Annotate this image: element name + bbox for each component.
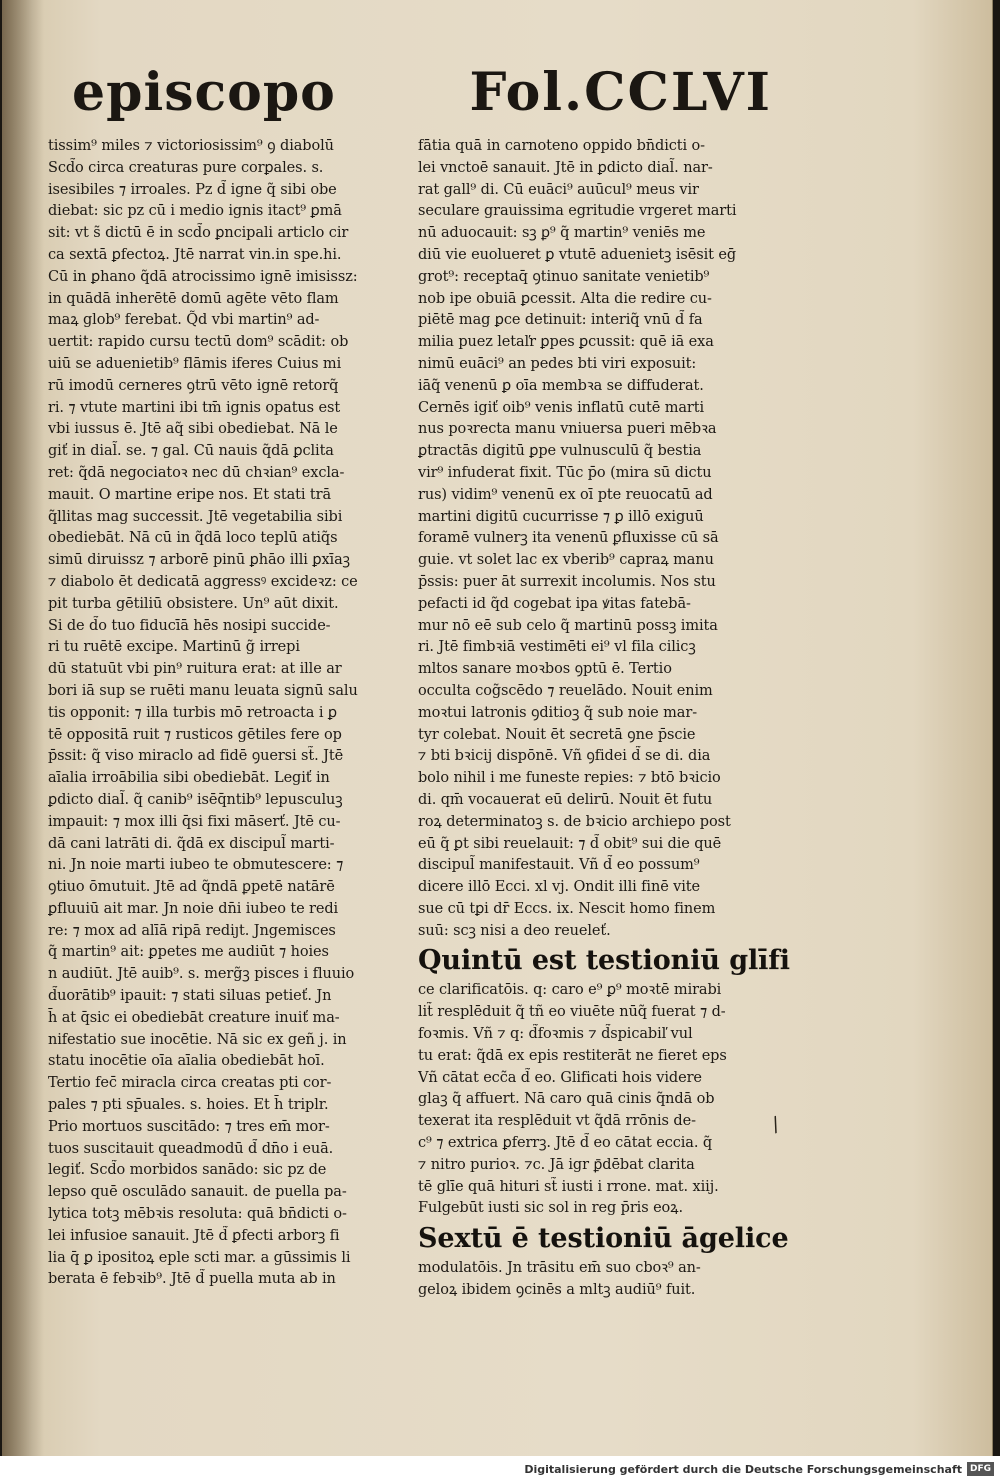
text-line: milia puez letaľr ꝑpes ꝑcussit: quē iā exa: [418, 334, 714, 351]
text-line: tissim⁹ miles ⁊ victoriosissim⁹ ꝯ diabolū: [48, 138, 334, 154]
text-line: eū q̃ ꝑt sibi reuelauit: ⁊ d̃ obit⁹ sui die quē: [418, 835, 722, 852]
text-line: foramē vulnerꝫ ita venenū ꝑfluxisse cū sā: [418, 530, 719, 547]
text-line: in quādā inherētē domū agēte vēto flam: [48, 290, 339, 307]
gutter-shadow: [2, 0, 44, 1456]
text-line: uertit: rapido cursu tectū dom⁹ scādit: ob: [48, 334, 349, 351]
text-line: martini digitū cucurrisse ⁊ ꝑ illō exiguū: [418, 508, 704, 525]
text-line: nimū euāci⁹ an pedes bti viri exposuit:: [418, 355, 697, 372]
text-line: ri. Jtē fimbꝛiā vestimēti ei⁹ vl fila cilicꝫ: [418, 639, 696, 656]
text-line: mltos sanare moꝛbos ꝯptū ē. Tertio: [418, 661, 672, 678]
text-line: guie. vt solet lac ex vberib⁹ capraꝝ manu: [418, 552, 714, 569]
text-line: uiū se aduenietib⁹ flāmis iferes Cuius mi: [48, 355, 342, 372]
text-line: isesibiles ⁊ irroales. Pz d̃ igne q̃ sibi obe: [48, 181, 337, 198]
text-line: suū: scꝫ nisi a deo reueleť.: [418, 922, 611, 939]
text-line: texerat ita resplēduit vt q̃dā rrōnis de-: [418, 1113, 696, 1130]
text-line: diū vie euolueret ꝑ vtutē aduenietꝫ isēsit eḡ: [418, 246, 737, 263]
text-line: glaꝫ q̃ affuert. Nā caro quā cinis q̃ndā ob: [418, 1091, 715, 1108]
text-line: dicere illō Ecci. xl vj. Ondit illi finē vite: [418, 879, 701, 896]
text-line: p̄ssit: q̃ viso miraclo ad fidē ꝯuersi st̃. Jtē: [48, 748, 344, 765]
text-line: ri tu ruētē excipe. Martinū g̃ irrepi: [48, 639, 300, 656]
text-line: dū statuūt vbi pin⁹ ruitura erat: at ille ar: [48, 661, 342, 678]
text-line: di. qm̄ vocauerat eū delirū. Nouit ēt futu: [418, 791, 713, 808]
text-line: statu inocētie oīa aīalia obediebāt hoī.: [48, 1053, 325, 1070]
text-line: pefacti id q̃d cogebat ipa ꝟitas fatebā-: [418, 595, 691, 612]
text-line: grot⁹: receptaq̄ ꝯtinuo sanitate venietib⁹: [418, 268, 710, 285]
text-line: Cū in ꝑhano q̃dā atrocissimo ignē imisissz:: [48, 268, 358, 285]
text-line: Scd̃o circa creaturas pure corꝑales. s.: [48, 159, 324, 176]
text-line: Vñ cātat ecc̃a d̃ eo. Glificati hois videre: [418, 1069, 702, 1086]
text-line: ꝑfluuiū ait mar. Jn noie dn̄i iubeo te redi: [48, 900, 339, 917]
text-line: ca sextā ꝑfectoꝝ. Jtē narrat vin.in spe.hi.: [48, 246, 342, 263]
folio-number: Fol.CCLVI: [469, 62, 772, 123]
running-head-left: episcopo: [72, 62, 336, 123]
text-line: nus poꝛrecta manu vniuersa pueri mēbꝛa: [418, 421, 717, 438]
running-head: [72, 62, 772, 132]
text-line: seculare grauissima egritudie vrgeret marti: [418, 203, 737, 220]
text-line: sue cū tꝑi dr̄ Eccs. ix. Nescit homo finem: [418, 900, 716, 917]
text-line: ⁊ bti bꝛicij dispōnē. Vñ ꝯfidei d̃ se di. dia: [418, 748, 711, 765]
text-line: diebat: sic pz cū i medio ignis itact⁹ ꝑmā: [48, 203, 342, 220]
text-line: Tertio fec̄ miracla circa creatas pti cor-: [48, 1075, 332, 1092]
text-line: tyr colebat. Nouit ēt secretā ꝯne p̄scie: [418, 726, 696, 743]
text-line: foꝛmis. Vñ ⁊ q: d̃foꝛmis ⁊ d̃spicabiľ vul: [418, 1026, 693, 1043]
funding-credit: Digitalisierung gefördert durch die Deutsche Forschungsgemeinschaft: [524, 1463, 962, 1476]
text-line: tu erat: q̃dā ex epis restiterāt ne fieret eps: [418, 1047, 727, 1064]
right-column-block-1: [418, 136, 768, 942]
text-line: ret: q̃dā negociatoꝛ nec dū chꝛian⁹ excla-: [48, 464, 345, 481]
text-line: modulatōis. Jn trāsitu em̄ suo cboꝛ⁹ an-: [418, 1260, 701, 1277]
text-line: vbi iussus ē. Jtē aq̃ sibi obediebat. Nā le: [48, 421, 338, 438]
text-line: q̃ martin⁹ ait: ꝑpetes me audiūt ⁊ hoies: [48, 944, 329, 961]
text-line: ꝑtractās digitū ꝑpe vulnusculū q̃ bestia: [418, 443, 702, 460]
text-line: nob ipe obuiā ꝑcessit. Alta die redire cu-: [418, 290, 712, 307]
text-line: ce clarificatōis. q: caro e⁹ ꝑ⁹ moꝛtē mirabi: [418, 982, 722, 999]
text-line: maꝝ glob⁹ ferebat. Q̃d vbi martin⁹ ad-: [48, 312, 320, 329]
text-line: h̄ at q̄sic ei obediebāt creature inuiť ma-: [48, 1009, 340, 1026]
text-line: Prio mortuos suscitādo: ⁊ tres em̄ mor-: [48, 1118, 330, 1135]
text-line: lytica totꝫ mēbꝛis resoluta: quā bn̄dicti o-: [48, 1206, 347, 1223]
text-line: rat gall⁹ di. Cū euāci⁹ auūcul⁹ meus vir: [418, 181, 699, 198]
text-line: ⁊ diabolo ēt dedicatā aggressꝰ excideꝛz: ce: [48, 573, 358, 590]
left-text-column: [48, 136, 408, 1291]
text-line: discipul̃ manifestauit. Vñ d̃ eo possum⁹: [418, 857, 700, 874]
text-line: sit: vt s̃ dictū ē in scd̃o ꝑncipali articlo cir: [48, 225, 349, 242]
text-line: tuos suscitauit queadmodū d̃ dn̄o i euā.: [48, 1140, 334, 1157]
text-line: Fulgebūt iusti sic sol in reg p̄ris eoꝝ.: [418, 1200, 683, 1217]
text-line: mauit. O martine eripe nos. Et stati trā: [48, 486, 331, 503]
text-line: giť in dial̃. se. ⁊ gal. Cū nauis q̃dā ꝑclita: [48, 443, 334, 460]
text-line: geloꝝ ibidem ꝯcinēs a mltꝫ audiū⁹ fuit.: [418, 1282, 696, 1299]
right-column-block-2: [418, 980, 768, 1220]
text-line: mur nō eē sub celo q̃ martinū possꝫ imita: [418, 617, 718, 634]
text-line: nifestatio sue inocētie. Nā sic ex geñ j. in: [48, 1031, 347, 1048]
text-line: pit turba gētiliū obsistere. Un⁹ aūt dixit.: [48, 595, 339, 612]
text-line: roꝝ determinatoꝫ s. de bꝛicio archiepo post: [418, 813, 731, 830]
text-line: bolo nihil i me funeste repies: ⁊ btō bꝛicio: [418, 770, 721, 787]
text-line: piētē mag ꝑce detinuit: interiq̃ vnū d̃ fa: [418, 312, 703, 329]
text-line: re: ⁊ mox ad alīā ripā rediȷt. Jngemisces: [48, 922, 336, 939]
text-line: ꝯtiuo ōmutuit. Jtē ad q̃ndā ꝑpetē natārē: [48, 879, 335, 896]
text-line: c⁹ ⁊ extrica ꝑferrꝫ. Jtē d̃ eo cātat eccia. q̃: [418, 1135, 713, 1152]
text-line: Si de d̃o tuo fiducīā hēs nosipi succide-: [48, 617, 331, 634]
marginal-mark: /: [768, 1111, 783, 1137]
text-line: lei infusioe sanauit. Jtē d̃ ꝑfecti arborꝫ fi: [48, 1227, 340, 1244]
text-line: iāq̃ venenū ꝑ oīa membꝛa se diffuderat.: [418, 377, 704, 394]
text-line: tē oppositā ruit ⁊ rusticos gētiles fere op: [48, 726, 342, 743]
text-line: rus) vidim⁹ venenū ex oī pte reuocatū ad: [418, 486, 713, 503]
text-line: ni. Jn noie marti iubeo te obmutescere: ⁊: [48, 857, 344, 874]
text-line: ri. ⁊ vtute martini ibi tm̄ ignis opatus est: [48, 399, 341, 416]
text-line: simū diruissz ⁊ arborē pinū ꝑhāo illi ꝑxīaꝫ: [48, 552, 350, 569]
digitization-footer: [0, 1456, 1000, 1483]
text-line: fātia quā in carnoteno oppido bn̄dicti o-: [418, 138, 705, 154]
text-line: lia q̄ ꝑ ipositoꝝ eple scti mar. a gūssimis li: [48, 1249, 351, 1266]
text-line: nū aduocauit: sꝫ ꝑ⁹ q̃ martin⁹ veniēs me: [418, 225, 706, 242]
dfg-logo: DFG: [967, 1462, 994, 1476]
text-line: rū imodū cerneres ꝯtrū vēto ignē retorq̃: [48, 377, 339, 394]
text-line: pales ⁊ pti sp̄uales. s. hoies. Et h̄ triplr.: [48, 1097, 329, 1114]
text-line: p̄ssis: puer āt surrexit incolumis. Nos stu: [418, 573, 716, 590]
text-line: n audiūt. Jtē auib⁹. s. merg̃ꝫ pisces i fluuio: [48, 966, 355, 983]
section-heading-quintum: Quintū est testioniū glīfi: [418, 945, 790, 977]
text-line: legiť. Scd̃o morbidos sanādo: sic pz de: [48, 1162, 327, 1179]
text-line: occulta cog̃scēdo ⁊ reuelādo. Nouit enim: [418, 682, 713, 699]
text-line: lei vnctoē sanauit. Jtē in ꝑdicto dial̃. nar-: [418, 159, 713, 176]
right-text-column: [418, 136, 790, 1302]
text-line: impauit: ⁊ mox illi q̄si fixi māserť. Jtē cu-: [48, 813, 341, 830]
text-line: berata ē febꝛib⁹. Jtē d̃ puella muta ab in: [48, 1271, 336, 1288]
text-line: ⁊ nitro purioꝛ. ⁊c. Jā igr ꝑ̄dēbat clarita: [418, 1156, 695, 1173]
text-line: q̃llitas mag successit. Jtē vegetabilia sibi: [48, 508, 343, 525]
text-line: d̃uorātib⁹ ipauit: ⁊ stati siluas petieť. Jn: [48, 988, 332, 1005]
text-line: obediebāt. Nā cū in q̃dā loco teplū atiq̃s: [48, 530, 338, 547]
text-line: lepso quē osculādo sanauit. de puella pa-: [48, 1184, 347, 1201]
text-line: dā cani latrāti di. q̃dā ex discipul̃ marti-: [48, 835, 335, 852]
right-column-block-3: [418, 1258, 768, 1302]
text-line: Cernēs igiť oib⁹ venis inflatū cutē marti: [418, 399, 705, 416]
text-line: tis opponit: ⁊ illa turbis mō retroacta i ꝑ: [48, 704, 337, 721]
section-heading-sextum: Sextū ē testioniū āgelice: [418, 1223, 789, 1255]
text-line: tē glīe quā hituri st̃ iusti i rrone. mat. xiij.: [418, 1178, 719, 1195]
text-line: moꝛtui latronis ꝯditioꝫ q̃ sub noie mar-: [418, 704, 697, 721]
text-line: vir⁹ infuderat fixit. Tūc p̄o (mira sū dictu: [418, 464, 712, 481]
text-line: aīalia irroābilia sibi obediebāt. Legiť in: [48, 770, 330, 787]
text-line: lit̃ resplēduit q̃ tñ eo viuēte nūq̃ fuerat ⁊ d-: [418, 1004, 726, 1021]
text-line: ꝑdicto dial̃. q̃ canib⁹ isēq̄ntib⁹ lepusculuꝫ: [48, 791, 343, 808]
text-line: bori iā sup se ruēti manu leuata signū salu: [48, 682, 358, 699]
